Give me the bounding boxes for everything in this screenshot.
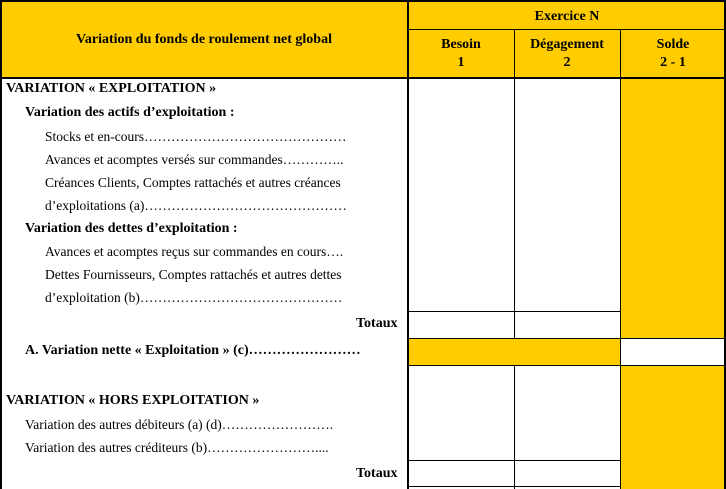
dette-row-avances: Avances et acomptes reçus sur commandes en cours…. (45, 244, 344, 259)
section-exploitation-title: VARIATION « EXPLOITATION » (6, 81, 217, 96)
totaux-hors-exploitation-label: Totaux (356, 466, 398, 481)
col-solde-number: 2 - 1 (660, 55, 686, 70)
totaux-hors-exploitation-rule (408, 460, 620, 461)
header-bottom-rule (0, 77, 726, 79)
header-exercice-rule (408, 29, 726, 30)
col-solde-label: Solde (656, 37, 690, 52)
column-divider-degagement (620, 29, 621, 489)
actif-row-avances: Avances et acomptes versés sur commandes………….. (45, 152, 344, 167)
header-divider-vertical (407, 0, 409, 489)
variation-nette-fill (408, 338, 620, 365)
section-hors-exploitation-title: VARIATION « HORS EXPLOITATION » (6, 393, 260, 408)
actifs-subtitle: Variation des actifs d’exploitation : (25, 105, 235, 120)
dette-row-fournisseurs-cont: d’exploitation (b)……………………………………… (45, 290, 343, 305)
table-title: Variation du fonds de roulement net global (76, 32, 332, 47)
exercice-label: Exercice N (534, 9, 600, 24)
actif-row-creances-cont: d’exploitations (a)……………………………………… (45, 198, 347, 213)
totaux-exploitation-rule (408, 311, 620, 312)
table-bottom-rule (408, 486, 620, 487)
column-divider-besoin (514, 29, 515, 339)
col-besoin-label: Besoin (441, 37, 481, 52)
col-degagement-number: 2 (563, 55, 571, 70)
hors-row-debiteurs: Variation des autres débiteurs (a) (d)……………………. (25, 417, 334, 432)
totaux-exploitation-label: Totaux (356, 316, 398, 331)
variation-nette-bottom-rule (408, 365, 726, 366)
col-degagement-label: Dégagement (530, 37, 604, 52)
exploitation-bottom-rule (408, 338, 726, 339)
actif-row-stocks: Stocks et en-cours……………………………………… (45, 129, 347, 144)
actif-row-creances: Créances Clients, Comptes rattachés et autres créances (45, 175, 341, 190)
hors-row-crediteurs: Variation des autres créditeurs (b)…………………….... (25, 440, 329, 455)
dettes-subtitle: Variation des dettes d’exploitation : (25, 221, 238, 236)
solde-column-fill-hors-exploitation (620, 365, 726, 489)
solde-column-fill-exploitation (620, 78, 726, 338)
dette-row-fournisseurs: Dettes Fournisseurs, Comptes rattachés et autres dettes (45, 267, 342, 282)
table-border-left (0, 0, 2, 489)
table-border-top (0, 0, 726, 2)
column-divider-besoin-hors (514, 365, 515, 489)
variation-nette-label: A. Variation nette « Exploitation » (c)…………………… (25, 343, 361, 358)
col-besoin-number: 1 (457, 55, 465, 70)
